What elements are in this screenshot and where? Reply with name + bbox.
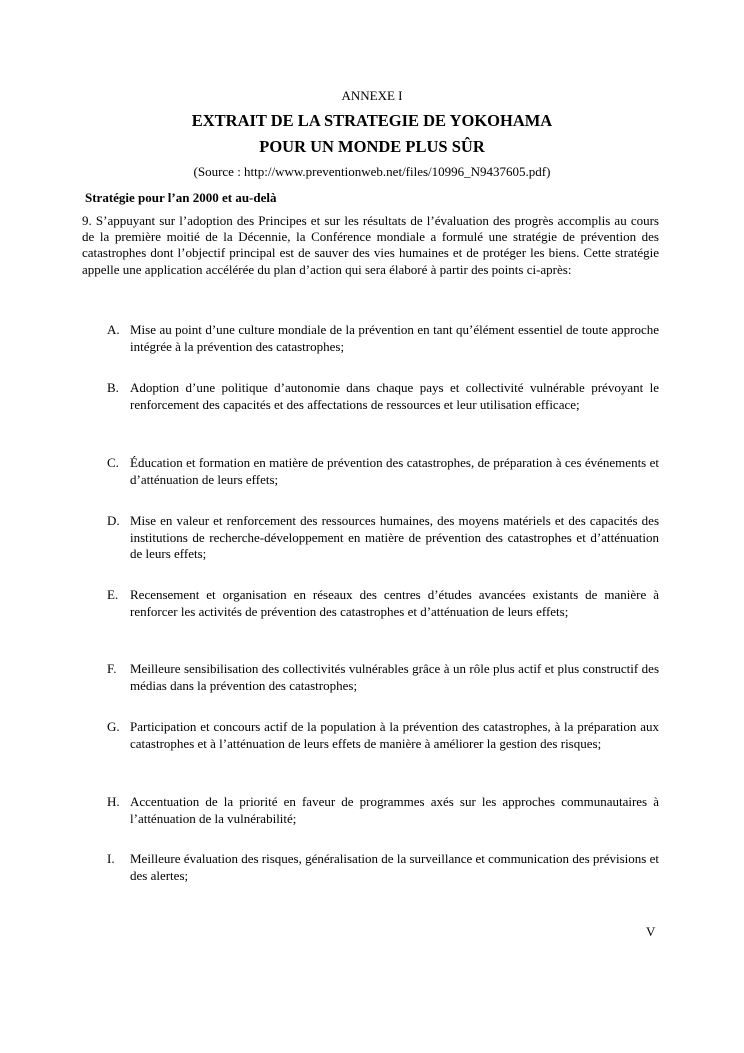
- list-item-c: [107, 455, 659, 488]
- list-item-h: [107, 794, 659, 827]
- list-item-g: [107, 719, 659, 752]
- list-item-a: [107, 322, 659, 355]
- annex-label: ANNEXE I: [341, 88, 403, 103]
- list-item-letter: H.: [107, 794, 120, 809]
- list-item-letter: I.: [107, 851, 115, 866]
- list-item-letter: B.: [107, 380, 119, 395]
- title-line-2: POUR UN MONDE PLUS SÛR: [259, 137, 485, 156]
- list-item-letter: C.: [107, 455, 119, 470]
- list-item-text: Adoption d’une politique d’autonomie dans chaque pays et collectivité vulnérable prévoyant le renforcement des capacités et des affectations de ressources et leur utilisation efficace;: [130, 380, 659, 412]
- section-heading: Stratégie pour l’an 2000 et au-delà: [85, 190, 277, 205]
- list-item-letter: G.: [107, 719, 120, 734]
- list-item-letter: A.: [107, 322, 120, 337]
- list-item-b: [107, 380, 659, 413]
- title-line-1: EXTRAIT DE LA STRATEGIE DE YOKOHAMA: [191, 111, 553, 130]
- list-item-text: Mise au point d’une culture mondiale de la prévention en tant qu’élément essentiel de toute approche intégrée à la prévention des catastrophes;: [130, 322, 659, 354]
- list-item-text: Recensement et organisation en réseaux des centres d’études avancées existants de manière à renforcer les activités de prévention des catastrophes et d’atténuation de leurs effets;: [130, 587, 659, 619]
- list-item-e: [107, 587, 659, 620]
- list-item-text: Mise en valeur et renforcement des ressources humaines, des moyens matériels et des capacités des institutions de recherche-développement en matière de prévention des catastrophes et d’atténuation de leurs effets;: [130, 513, 659, 561]
- list-item-letter: D.: [107, 513, 120, 528]
- list-item-text: Meilleure sensibilisation des collectivités vulnérables grâce à un rôle plus actif et plus constructif des médias dans la prévention des catastrophes;: [130, 661, 659, 693]
- list-item-text: Meilleure évaluation des risques, généralisation de la surveillance et communication des prévisions et des alertes;: [130, 851, 659, 883]
- list-item-f: [107, 661, 659, 694]
- list-item-letter: E.: [107, 587, 119, 602]
- list-item-text: Accentuation de la priorité en faveur de programmes axés sur les approches communautaires à l’atténuation de la vulnérabilité;: [130, 794, 659, 826]
- page-number: V: [646, 924, 656, 939]
- list-item-letter: F.: [107, 661, 117, 676]
- list-item-text: Participation et concours actif de la population à la prévention des catastrophes, à la préparation aux catastrophes et à l’atténuation de leurs effets de manière à améliorer la gestion des risques;: [130, 719, 659, 751]
- list-item-text: Éducation et formation en matière de prévention des catastrophes, de préparation à ces événements et d’atténuation de leurs effets;: [130, 455, 659, 487]
- intro-paragraph: 9. S’appuyant sur l’adoption des Principes et sur les résultats de l’évaluation des progrès accomplis au cours de la première moitié de la Décennie, la Conférence mondiale a formulé une stratégie de prévention des catastrophes dont l’objectif principal est de sauver des vies humaines et de protéger les biens. Cette stratégie appelle une application accélérée du plan d’action qui sera élaboré à partir des points ci-après:: [82, 213, 659, 277]
- source-citation: (Source : http://www.preventionweb.net/files/10996_N9437605.pdf): [193, 164, 551, 179]
- list-item-d: [107, 513, 659, 563]
- list-item-i: [107, 851, 659, 884]
